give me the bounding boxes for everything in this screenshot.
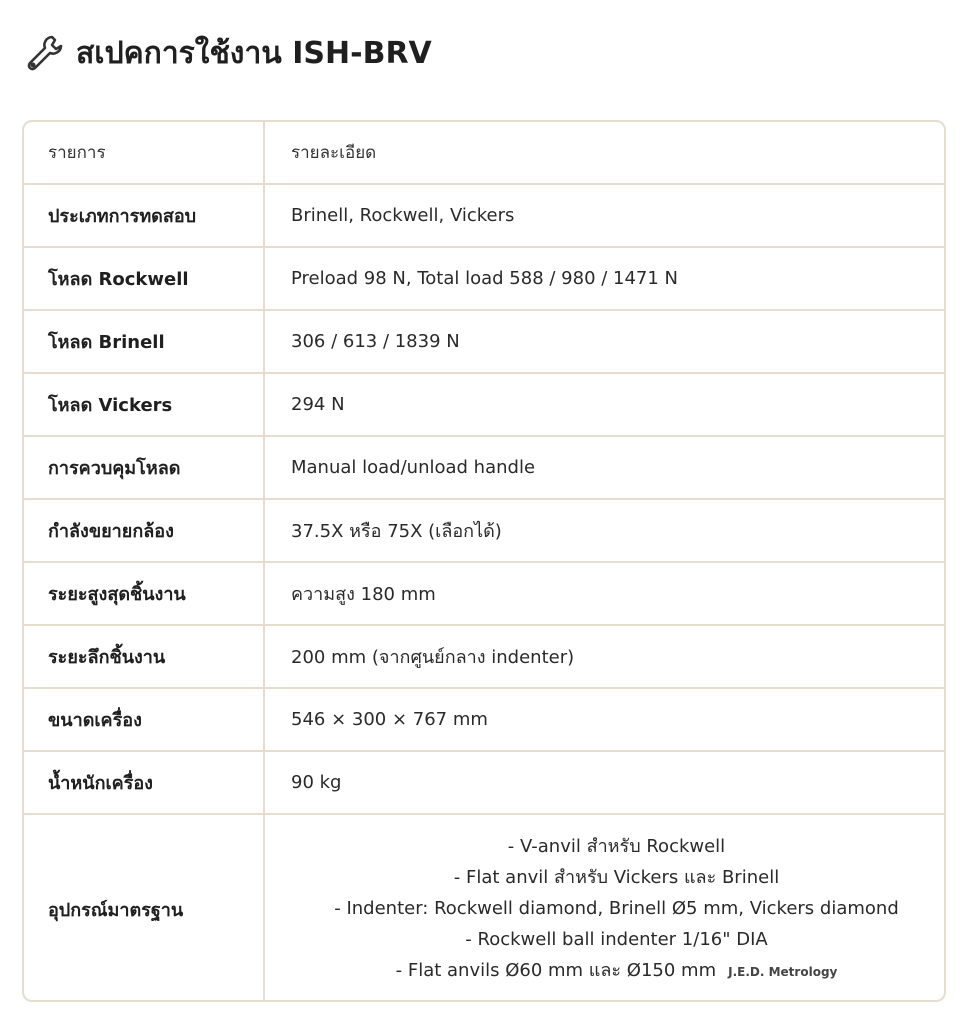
row-value: 200 mm (จากศูนย์กลาง indenter) bbox=[291, 647, 575, 668]
page-heading bbox=[22, 28, 432, 78]
row-value: 37.5X หรือ 75X (เลือกได้) bbox=[291, 521, 502, 542]
table-row bbox=[24, 374, 944, 437]
row-label: ประเภทการทดสอบ bbox=[24, 185, 265, 246]
table-row bbox=[24, 311, 944, 374]
row-label: โหลด Vickers bbox=[24, 374, 265, 435]
list-item: - Rockwell ball indenter 1/16" DIA bbox=[465, 928, 768, 950]
wrench-icon bbox=[22, 31, 66, 75]
table-row bbox=[24, 689, 944, 752]
accessories-label: อุปกรณ์มาตรฐาน bbox=[24, 815, 265, 1002]
row-label: ขนาดเครื่อง bbox=[24, 689, 265, 750]
row-value: Brinell, Rockwell, Vickers bbox=[291, 205, 515, 226]
row-label: ระยะลึกชิ้นงาน bbox=[24, 626, 265, 687]
spec-table bbox=[22, 120, 946, 1002]
row-label: โหลด Rockwell bbox=[24, 248, 265, 309]
list-item: - V-anvil สำหรับ Rockwell bbox=[507, 835, 726, 857]
table-header-row bbox=[24, 122, 944, 185]
table-row bbox=[24, 185, 944, 248]
accessories-list bbox=[265, 815, 944, 1002]
header-label: รายการ bbox=[24, 122, 265, 183]
table-row bbox=[24, 437, 944, 500]
page-title: สเปคการใช้งาน ISH-BRV bbox=[76, 35, 432, 71]
row-value: 546 × 300 × 767 mm bbox=[291, 709, 488, 730]
row-value: Preload 98 N, Total load 588 / 980 / 1471 N bbox=[291, 268, 679, 289]
list-item: - Flat anvil สำหรับ Vickers และ Brinell bbox=[453, 866, 780, 888]
row-label: กำลังขยายกล้อง bbox=[24, 500, 265, 561]
row-value: 294 N bbox=[291, 394, 345, 415]
header-value: รายละเอียด bbox=[291, 143, 377, 163]
row-value: 306 / 613 / 1839 N bbox=[291, 331, 460, 352]
row-label: ระยะสูงสุดชิ้นงาน bbox=[24, 563, 265, 624]
row-label: การควบคุมโหลด bbox=[24, 437, 265, 498]
list-item-text: - Flat anvils Ø60 mm และ Ø150 mm bbox=[395, 959, 717, 981]
table-row bbox=[24, 500, 944, 563]
list-item-with-watermark bbox=[396, 955, 838, 988]
watermark: J.E.D. Metrology bbox=[728, 964, 838, 979]
row-label: น้ำหนักเครื่อง bbox=[24, 752, 265, 813]
list-item: - Indenter: Rockwell diamond, Brinell Ø5 mm, Vickers diamond bbox=[334, 897, 899, 919]
row-value: Manual load/unload handle bbox=[291, 457, 536, 478]
table-row bbox=[24, 752, 944, 815]
table-row bbox=[24, 248, 944, 311]
row-value: 90 kg bbox=[291, 772, 342, 793]
row-value: ความสูง 180 mm bbox=[291, 584, 436, 605]
table-row bbox=[24, 626, 944, 689]
accessories-row bbox=[24, 815, 944, 1002]
row-label: โหลด Brinell bbox=[24, 311, 265, 372]
table-row bbox=[24, 563, 944, 626]
